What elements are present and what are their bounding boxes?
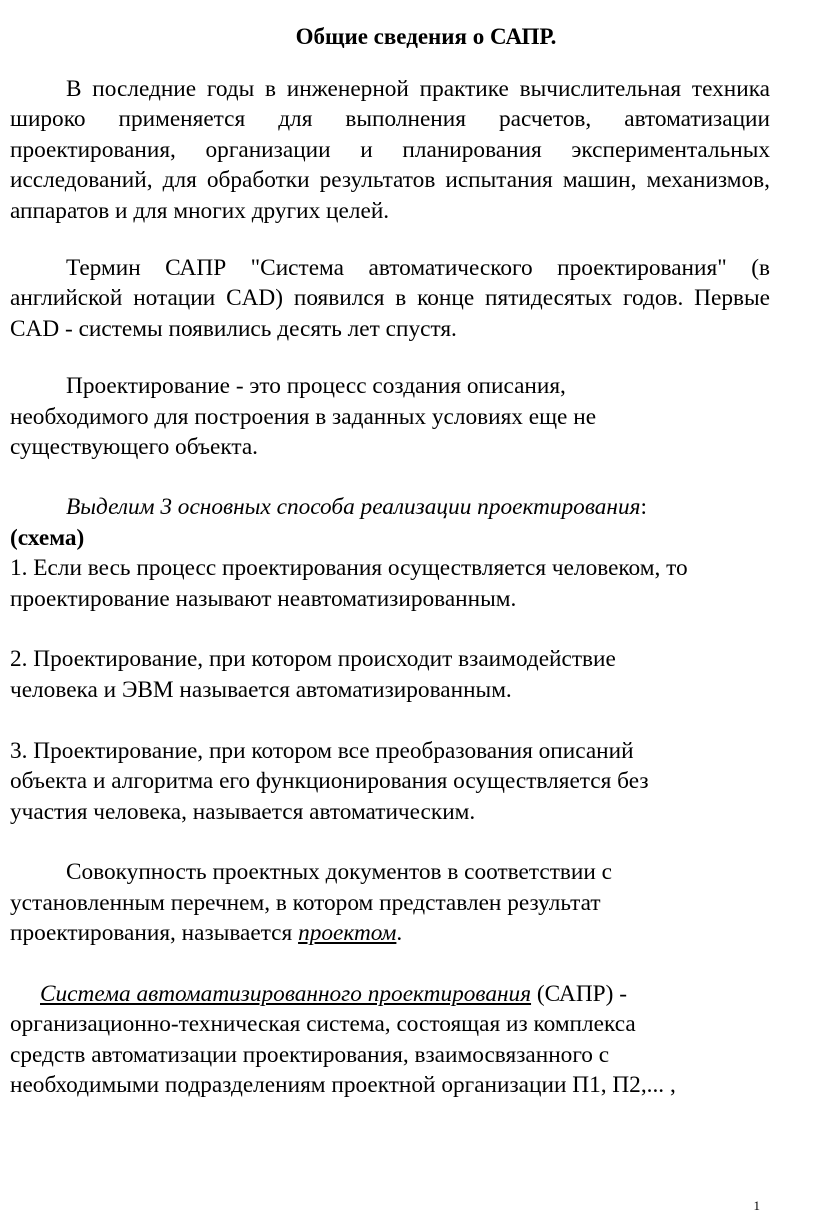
list-item-line: человека и ЭВМ называется автоматизированным. — [10, 676, 512, 703]
document-title: Общие сведения о САПР. — [295, 24, 557, 49]
sapr-line: средств автоматизации проектирования, взаимосвязанного с — [10, 1041, 610, 1068]
definition-line: существующего объекта. — [10, 434, 258, 461]
sapr-term: Система автоматизированного проектирования — [40, 980, 532, 1007]
sapr-line: необходимыми подразделениям проектной организации П1, П2,... , — [10, 1072, 676, 1099]
list-item-2 — [10, 644, 770, 705]
schema-label: (схема) — [10, 524, 85, 551]
methods-intro — [10, 492, 770, 522]
list-item-3 — [10, 736, 770, 827]
paragraph-term-cad: Термин САПР "Система автоматического проектирования" (в английской нотации CAD) появился в конце пятидесятых годов. Первые CAD - системы появились десять лет спустя. — [10, 255, 770, 342]
methods-intro-text: Выделим 3 основных способа реализации проектирования — [66, 494, 641, 521]
definition-line: необходимого для построения в заданных условиях еще не — [10, 403, 597, 430]
paragraph-sapr-definition — [10, 979, 770, 1101]
paragraph-definition — [10, 371, 770, 462]
project-line-suffix: . — [396, 920, 403, 947]
definition-line: Проектирование - это процесс создания описания, — [66, 373, 566, 400]
project-line: Совокупность проектных документов в соответствии с — [66, 859, 612, 886]
paragraph-project — [10, 857, 770, 948]
sapr-line — [10, 979, 770, 1009]
list-item-line: проектирование называют неавтоматизированным. — [10, 585, 517, 612]
list-item-line: участия человека, называется автоматическим. — [10, 798, 476, 825]
project-line — [10, 918, 770, 948]
list-item-line: 1. Если весь процесс проектирования осуществляется человеком, то — [10, 555, 688, 582]
document-page — [10, 22, 770, 1101]
project-term: проектом — [298, 920, 397, 947]
sapr-after-term: (САПР) - — [531, 980, 627, 1007]
list-item-line: объекта и алгоритма его функционирования осуществляется без — [10, 768, 649, 795]
list-item-1 — [10, 553, 770, 614]
project-line-prefix: проектирования, называется — [10, 920, 299, 947]
sapr-line: организационно-техническая система, состоящая из комплекса — [10, 1011, 636, 1038]
project-line: установленным перечнем, в котором представлен результат — [10, 889, 601, 916]
list-item-line: 3. Проектирование, при котором все преобразования описаний — [10, 737, 634, 764]
methods-intro-colon: : — [640, 494, 647, 521]
page-number: 1 — [753, 1198, 760, 1213]
paragraph-intro: В последние годы в инженерной практике вычислительная техника широко применяется для выполнения расчетов, автоматизации проектирования, организации и планирования экспериментальных исследований, для обработки результатов испытания машин, механизмов, аппаратов и для многих других целей. — [10, 76, 770, 224]
list-item-line: 2. Проектирование, при котором происходит взаимодействие — [10, 646, 616, 673]
